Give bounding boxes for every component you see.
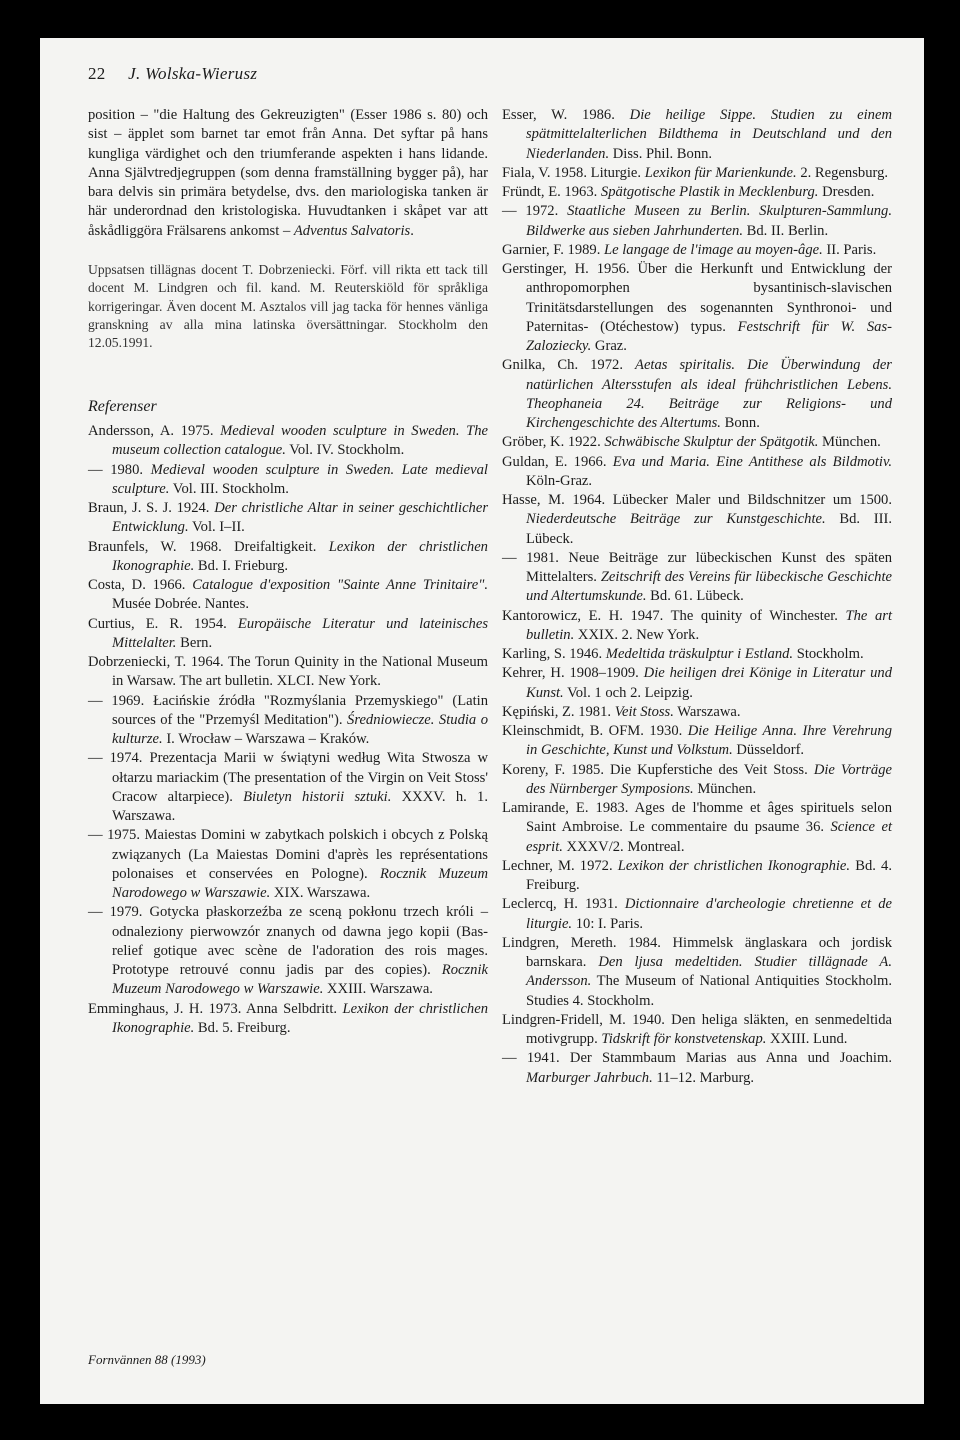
reference-entry [502, 895, 892, 934]
text-run: II. Paris. [822, 241, 877, 258]
right-column [502, 106, 892, 1088]
text-run: Bd. 4. Freiburg. [526, 857, 892, 893]
italic-text: Dictionnaire d'archeologie chretienne et de liturgie. [526, 896, 892, 932]
reference-entry [88, 615, 488, 654]
text-run: XXXV. h. 1. Warszawa. [112, 788, 488, 825]
text-run: Gnilka, Ch. 1972. [502, 357, 636, 374]
references-heading: Referenser [88, 397, 157, 415]
text-run: Gröber, K. 1922. [502, 434, 605, 451]
italic-text: The art bulletin. [526, 607, 893, 643]
acknowledgement: Uppsatsen tillägnas docent T. Dobrzeniecki. Förf. vill rikta ett tack till docent M. Lindgren och fil. kand. M. Reuterskiöld för språkliga korrigeringar. Även docent M. Asztalos vill jag tacka för hennes vänliga granskning av alla mina latinska översättningar. Stockholm den 12.05.1991. [88, 261, 488, 351]
page-number: 22 [88, 64, 106, 83]
text-run: Hasse, M. 1964. Lübecker Maler und Bildschnitzer um 1500. [502, 492, 892, 508]
text-run: Lamirande, E. 1983. Ages de l'homme et âges spirituels selon Saint Ambroise. Le commentaire du psaume 36. [502, 800, 892, 836]
reference-entry [502, 1049, 892, 1088]
italic-text: Medeltida träskulptur i Estland. [605, 646, 794, 662]
reference-entry [502, 664, 892, 703]
text-run: — 1981. Neue Beiträge zur lübeckischen Kunst des späten Mittelalters. [502, 549, 892, 585]
text-run: The Museum of National Antiquities Stockholm. Studies 4. Stockholm. [526, 973, 892, 1009]
text-run: Braunfels, W. 1968. Dreifaltigkeit. [88, 538, 329, 555]
references-list-left [88, 422, 488, 1038]
left-column [88, 106, 488, 1038]
reference-entry [88, 1000, 488, 1039]
reference-entry [502, 549, 892, 607]
text-run: position – "die Haltung des Gekreuzigten" (Esser 1986 s. 80) och sist – äpplet som barnet tar emot från Anna. Det syftar på hans kungliga värdighet och den triumferande aspekten i hans lidande. Anna Självtredjegruppen (som denna framställning bygger på), har bara delvis sin primära betydelse, dvs. den mariologiska tanken är här underordnad den kristologiska. Huvudtanken i skåpet var att åskådliggöra Frälsarens ankomst – [88, 107, 488, 239]
text-run: Karling, S. 1946. [502, 646, 606, 662]
text-run: Düsseldorf. [732, 742, 805, 759]
text-run: — 1975. Maiestas Domini w zabytkach polskich i obcych z Polską związanych (La Maiestas Domini d'après les représentations polonaises et conservées en Pologne). [88, 827, 488, 882]
text-run: München. [818, 434, 881, 451]
text-run: Lindgren, Mereth. 1984. Himmelsk änglaskara och jordisk barnskara. [502, 934, 892, 970]
italic-text: Eva und Maria. Eine Antithese als Bildmotiv. [612, 453, 892, 470]
text-run: XXXV/2. Montreal. [562, 838, 685, 855]
reference-entry [88, 576, 488, 615]
italic-text: Staatliche Museen zu Berlin. Skulpturen-Sammlung. Bildwerke aus sieben Jahrhunderten. [526, 203, 892, 239]
text-run: Gerstinger, H. 1956. Über die Herkunft und Entwicklung der anthropomorphen bysantinisch-slavischen Trinitätsdarstellungen des sogenannten Synthronoi- und Paternitas- (Otéchestow) typus. [502, 261, 892, 335]
text-run: Bern. [176, 634, 213, 651]
text-run: Dobrzeniecki, T. 1964. The Torun Quinity in the National Museum in Warsaw. The art bulletin. XLCI. New York. [88, 654, 488, 690]
text-run: Bd. III. Lübeck. [526, 511, 892, 547]
text-run: — 1969. Łacińskie źródła "Rozmyślania Przemyskiego" (Latin sources of the "Przemyśl Meditation"). [88, 692, 488, 728]
italic-text: Marburger Jahrbuch. [526, 1069, 653, 1086]
text-run: 2. Regensburg. [796, 164, 889, 181]
text-run: Bonn. [720, 415, 760, 431]
italic-text: Veit Stoss. [614, 703, 674, 720]
reference-entry [502, 260, 892, 356]
reference-entry [88, 653, 488, 692]
reference-entry [502, 491, 892, 549]
italic-text: Zeitschrift des Vereins für lübeckische Geschichte und Altertumskunde. [526, 569, 893, 605]
text-run: Musée Dobrée. Nantes. [112, 596, 249, 613]
reference-entry [502, 241, 892, 260]
italic-text: Medieval wooden sculpture in Sweden. Late medieval sculpture. [112, 461, 488, 497]
text-run: Guldan, E. 1966. [502, 453, 613, 470]
italic-text: Adventus Salvatoris [293, 222, 411, 239]
text-run: Vol. I–II. [188, 519, 245, 536]
text-run: Vol. III. Stockholm. [169, 480, 289, 497]
italic-text: Lexikon der christlichen Ikonographie. [112, 1000, 488, 1036]
text-run: XXIII. Warszawa. [323, 981, 433, 998]
text-run: Diss. Phil. Bonn. [609, 145, 713, 162]
reference-entry [502, 1011, 892, 1050]
text-run: Bd. II. Berlin. [742, 222, 829, 239]
reference-entry [502, 761, 892, 800]
text-run: München. [693, 780, 757, 797]
text-run: Bd. I. Frieburg. [194, 557, 289, 574]
italic-text: Aetas spiritalis. Die Überwindung der natürlichen Altersstufen als ideal frühchristlichen Lebens. Theophaneia 24. Beiträge zur Religions- und Kirchengeschichte des Altertums. [526, 357, 892, 431]
text-run: Esser, W. 1986. [502, 107, 630, 123]
italic-text: Die Vorträge des Nürnberger Symposions. [526, 761, 892, 797]
references-list-right [502, 106, 892, 1088]
text-run: Lechner, M. 1972. [502, 857, 618, 874]
text-run: . [410, 222, 414, 239]
italic-text: Lexikon der christlichen Ikonographie. [112, 538, 488, 574]
italic-text: Rocznik Muzeum Narodowego w Warszawie. [112, 865, 488, 902]
text-run: Stockholm. [793, 646, 864, 662]
text-run: XXIX. 2. New York. [574, 626, 700, 643]
reference-entry [502, 934, 892, 1011]
italic-text: Lexikon der christlichen Ikonographie. [617, 857, 851, 874]
reference-entry [502, 857, 892, 896]
reference-entry [88, 692, 488, 750]
reference-entry [502, 164, 892, 183]
text-run: Vol. 1 och 2. Leipzig. [563, 684, 693, 701]
italic-text: Średniowiecze. Studia o kulturze. [112, 711, 489, 748]
text-run: Andersson, A. 1975. [88, 423, 221, 440]
italic-text: Catalogue d'exposition "Sainte Anne Trinitaire". [192, 577, 489, 594]
text-run: Kępiński, Z. 1981. [502, 703, 615, 720]
text-run: Fründt, E. 1963. [502, 184, 601, 200]
italic-text: Niederdeutsche Beiträge zur Kunstgeschichte. [526, 511, 826, 528]
text-run: Vol. IV. Stockholm. [285, 442, 405, 459]
italic-text: Le langage de l'image au moyen-âge. [604, 241, 823, 258]
text-run: Garnier, F. 1989. [502, 241, 605, 258]
italic-text: Europäische Literatur und lateinisches Mittelalter. [112, 615, 489, 651]
text-run: Kantorowicz, E. H. 1947. The quinity of Winchester. [502, 607, 846, 624]
text-run: I. Wrocław – Warszawa – Kraków. [162, 731, 370, 748]
italic-text: Spätgotische Plastik in Mecklenburg. [600, 184, 819, 200]
text-run: — 1980. [88, 461, 151, 478]
reference-entry [502, 645, 892, 664]
reference-entry [502, 703, 892, 722]
reference-entry [502, 356, 892, 433]
reference-entry [88, 903, 488, 999]
text-run: Koreny, F. 1985. Die Kupferstiche des Veit Stoss. [502, 761, 814, 778]
journal-page [40, 38, 924, 1404]
italic-text: Science et esprit. [526, 819, 892, 855]
reference-entry [88, 749, 488, 826]
reference-entry [502, 106, 892, 164]
text-run: — 1941. Der Stammbaum Marias aus Anna und Joachim. [502, 1050, 892, 1067]
reference-entry [88, 422, 488, 461]
text-run: Curtius, E. R. 1954. [88, 615, 238, 632]
text-run: Kehrer, H. 1908–1909. [502, 665, 644, 682]
text-run: 11–12. Marburg. [652, 1069, 755, 1086]
text-run: Kleinschmidt, B. OFM. 1930. [502, 723, 688, 739]
running-author: J. Wolska-Wierusz [128, 64, 258, 83]
italic-text: Schwäbische Skulptur der Spätgotik. [604, 434, 819, 451]
text-run: — 1979. Gotycka płaskorzeźba ze sceną pokłonu trzech króli – odnaleziony pierwowzór znanych od dawna jego kopii (Bas-relief gotique avec scène de l'adoration des rois mages. Prototype retrouvé connu jadis par des copies). [88, 904, 488, 979]
page-header [88, 64, 257, 84]
text-run: Graz. [591, 338, 627, 354]
reference-entry [88, 499, 488, 538]
text-run: — 1974. Prezentacja Marii w świątyni według Wita Stwosza w ołtarzu mariackim (The presentation of the Virgin on Veit Stoss' Cracow altarpiece). [88, 750, 488, 805]
reference-entry [502, 799, 892, 857]
reference-entry [502, 433, 892, 452]
text-run: Braun, J. S. J. 1924. [88, 500, 215, 517]
reference-entry [502, 722, 892, 761]
text-run: Warszawa. [673, 703, 741, 720]
reference-entry [88, 826, 488, 903]
italic-text: Die heiligen drei Könige in Literatur und Kunst. [526, 665, 892, 701]
text-run: 10: I. Paris. [572, 915, 644, 932]
text-run: Bd. 61. Lübeck. [646, 588, 744, 605]
text-run: Leclercq, H. 1931. [502, 896, 625, 913]
text-run: Bd. 5. Freiburg. [194, 1019, 291, 1036]
text-run: Köln-Graz. [526, 472, 593, 489]
text-run: XIX. Warszawa. [270, 885, 371, 902]
italic-text: Die Heilige Anna. Ihre Verehrung in Geschichte, Kunst und Volkstum. [526, 723, 892, 759]
reference-entry [502, 183, 892, 202]
italic-text: Festschrift für W. Sas-Zaloziecky. [526, 318, 892, 354]
reference-entry [88, 461, 488, 500]
text-run: Fiala, V. 1958. Liturgie. [502, 164, 645, 181]
text-run: XXIII. Lund. [766, 1031, 848, 1047]
italic-text: Medieval wooden sculpture in Sweden. The museum collection catalogue. [112, 423, 488, 459]
italic-text: Tidskrift för konstvetenskap. [601, 1031, 767, 1047]
italic-text: Den ljusa medeltiden. Studier tillägnade A. Andersson. [526, 954, 892, 990]
body-paragraph [88, 106, 488, 241]
italic-text: Die heilige Sippe. Studien zu einem spätmittelalterlichen Bildthema in Deutschland und den Niederlanden. [526, 107, 892, 162]
reference-entry [88, 538, 488, 577]
text-run: — 1972. [502, 203, 568, 220]
text-run: Emminghaus, J. H. 1973. Anna Selbdritt. [88, 1000, 343, 1017]
text-run: Lindgren-Fridell, M. 1940. Den heliga släkten, en senmedeltida motivgrupp. [502, 1011, 892, 1047]
page-footer: Fornvännen 88 (1993) [88, 1352, 206, 1367]
italic-text: Der christliche Altar in seiner geschichtlicher Entwicklung. [112, 500, 488, 536]
reference-entry [502, 453, 892, 492]
italic-text: Rocznik Muzeum Narodowego w Warszawie. [112, 962, 488, 998]
reference-entry [502, 202, 892, 241]
text-run: Dresden. [818, 184, 875, 200]
reference-entry [502, 607, 892, 646]
text-run: Costa, D. 1966. [88, 577, 193, 594]
italic-text: Biuletyn historii sztuki. [243, 788, 392, 805]
italic-text: Lexikon für Marienkunde. [644, 164, 797, 181]
